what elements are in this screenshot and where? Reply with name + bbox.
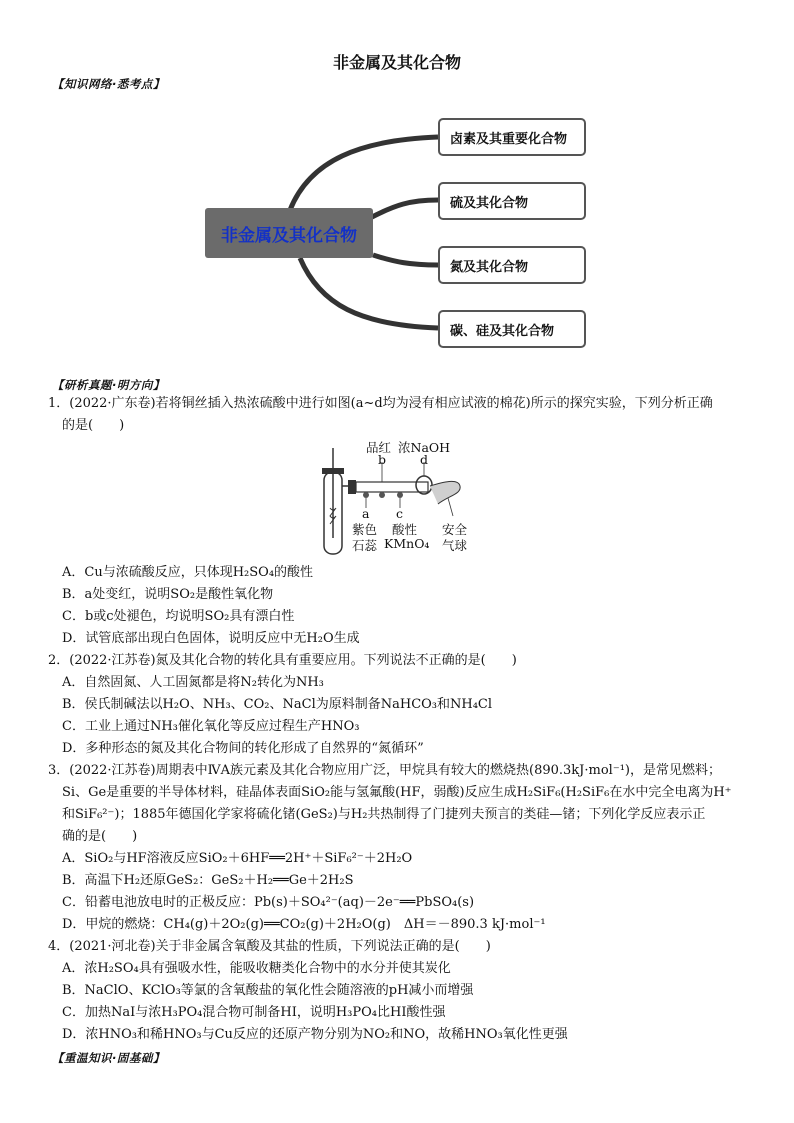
label-suanxing: 酸性: [392, 522, 418, 537]
mindmap-center-label: 非金属及其化合物: [221, 225, 357, 246]
question-1-stem: [48, 393, 760, 437]
label-pinhong: 品红: [366, 440, 392, 455]
question-3-stem: [48, 760, 760, 848]
option-b: B．NaClO、KClO₃等氯的含氧酸盐的氧化性会随溶液的pH减小而增强: [62, 983, 474, 998]
page-title: 非金属及其化合物: [332, 53, 461, 72]
option-d: D．甲烷的燃烧：CH₄(g)＋2O₂(g)══CO₂(g)＋2H₂O(g) ΔH＝－890.3 kJ·mol⁻¹: [62, 917, 546, 932]
label-a: a: [362, 506, 370, 521]
section-review-heading: 【重温知识·固基础】: [52, 1051, 165, 1065]
option-c: C．b或c处褪色，均说明SO₂具有漂白性: [62, 609, 295, 624]
option-a: A．SiO₂与HF溶液反应SiO₂＋6HF══2H⁺＋SiF₆²⁻＋2H₂O: [62, 851, 413, 866]
label-qiqiu: 气球: [442, 538, 468, 553]
option-d: D．试管底部出现白色固体，说明反应中无H₂O生成: [62, 631, 360, 646]
question-1-line: 1．(2022·广东卷)若将铜丝插入热浓硫酸中进行如图(a~d均为浸有相应试液的棉花)所示的探究实验，下列分析正确: [48, 396, 713, 411]
question-4-options: [62, 958, 568, 1046]
question-4-stem: [48, 936, 760, 958]
option-b: B．高温下H₂还原GeS₂：GeS₂＋H₂══Ge＋2H₂S: [62, 873, 354, 888]
label-shirui: 石蕊: [352, 538, 378, 553]
mindmap-branch-halogen: 卤素及其重要化合物: [438, 118, 586, 156]
option-c: C．加热NaI与浓H₃PO₄混合物可制备HI，说明H₃PO₄比HI酸性强: [62, 1005, 446, 1020]
question-3-options: [62, 848, 546, 936]
option-c: C．铅蓄电池放电时的正极反应：Pb(s)＋SO₄²⁻(aq)－2e⁻══PbSO₄(s): [62, 895, 475, 910]
option-a: A．自然固氮、人工固氮都是将N₂转化为NH₃: [62, 675, 324, 690]
question-3-line: 确的是( ): [62, 829, 138, 844]
section-analysis-heading: 【研析真题·明方向】: [52, 378, 165, 392]
label-d: d: [420, 452, 429, 467]
question-3-line: 和SiF₆²⁻)；1885年德国化学家将硫化锗(GeS₂)与H₂共热制得了门捷列夫预言的类硅—锗；下列化学反应表示正: [62, 807, 706, 822]
option-b: B．a处变红，说明SO₂是酸性氧化物: [62, 587, 274, 602]
label-naoh: 浓NaOH: [398, 440, 451, 455]
question-4-line: 4．(2021·河北卷)关于非金属含氧酸及其盐的性质，下列说法正确的是( ): [48, 939, 491, 954]
label-zise: 紫色: [352, 522, 378, 537]
option-d: D．多种形态的氮及其化合物间的转化形成了自然界的“氮循环”: [62, 741, 424, 756]
question-1-line: 的是( ): [62, 418, 125, 433]
option-d: D．浓HNO₃和稀HNO₃与Cu反应的还原产物分别为NO₂和NO，故稀HNO₃氧化性更强: [62, 1027, 568, 1042]
option-a: A．Cu与浓硫酸反应，只体现H₂SO₄的酸性: [62, 565, 314, 580]
question-3-line: 3．(2022·江苏卷)周期表中ⅣA族元素及其化合物应用广泛，甲烷具有较大的燃烧热(890.3kJ·mol⁻¹)，是常见燃料；: [48, 763, 721, 778]
question-2-stem: [48, 650, 760, 672]
label-c: c: [396, 506, 404, 521]
label-anquan: 安全: [442, 522, 468, 537]
mindmap-branch-nitrogen: 氮及其化合物: [438, 246, 586, 284]
section-knowledge-heading: 【知识网络·悉考点】: [52, 77, 165, 91]
question-3-line: Si、Ge是重要的半导体材料，硅晶体表面SiO₂能与氢氟酸(HF，弱酸)反应生成H₂SiF₆(H₂SiF₆在水中完全电离为H⁺: [62, 785, 732, 800]
question-1-options: [62, 562, 360, 650]
option-a: A．浓H₂SO₄具有强吸水性，能吸收糖类化合物中的水分并使其炭化: [62, 961, 451, 976]
question-2-line: 2．(2022·江苏卷)氮及其化合物的转化具有重要应用。下列说法不正确的是( ): [48, 653, 517, 668]
mindmap-branch-carbon-silicon: 碳、硅及其化合物: [438, 310, 586, 348]
question-2-options: [62, 672, 492, 760]
label-b: b: [378, 452, 387, 467]
experiment-diagram: [318, 438, 478, 558]
option-c: C．工业上通过NH₃催化氧化等反应过程生产HNO₃: [62, 719, 360, 734]
mindmap-connectors: [0, 0, 794, 400]
mindmap-center-node: [205, 208, 373, 258]
option-b: B．侯氏制碱法以H₂O、NH₃、CO₂、NaCl为原料制备NaHCO₃和NH₄Cl: [62, 697, 493, 712]
mindmap-branch-sulfur: 硫及其化合物: [438, 182, 586, 220]
label-kmno4: KMnO₄: [384, 536, 430, 551]
